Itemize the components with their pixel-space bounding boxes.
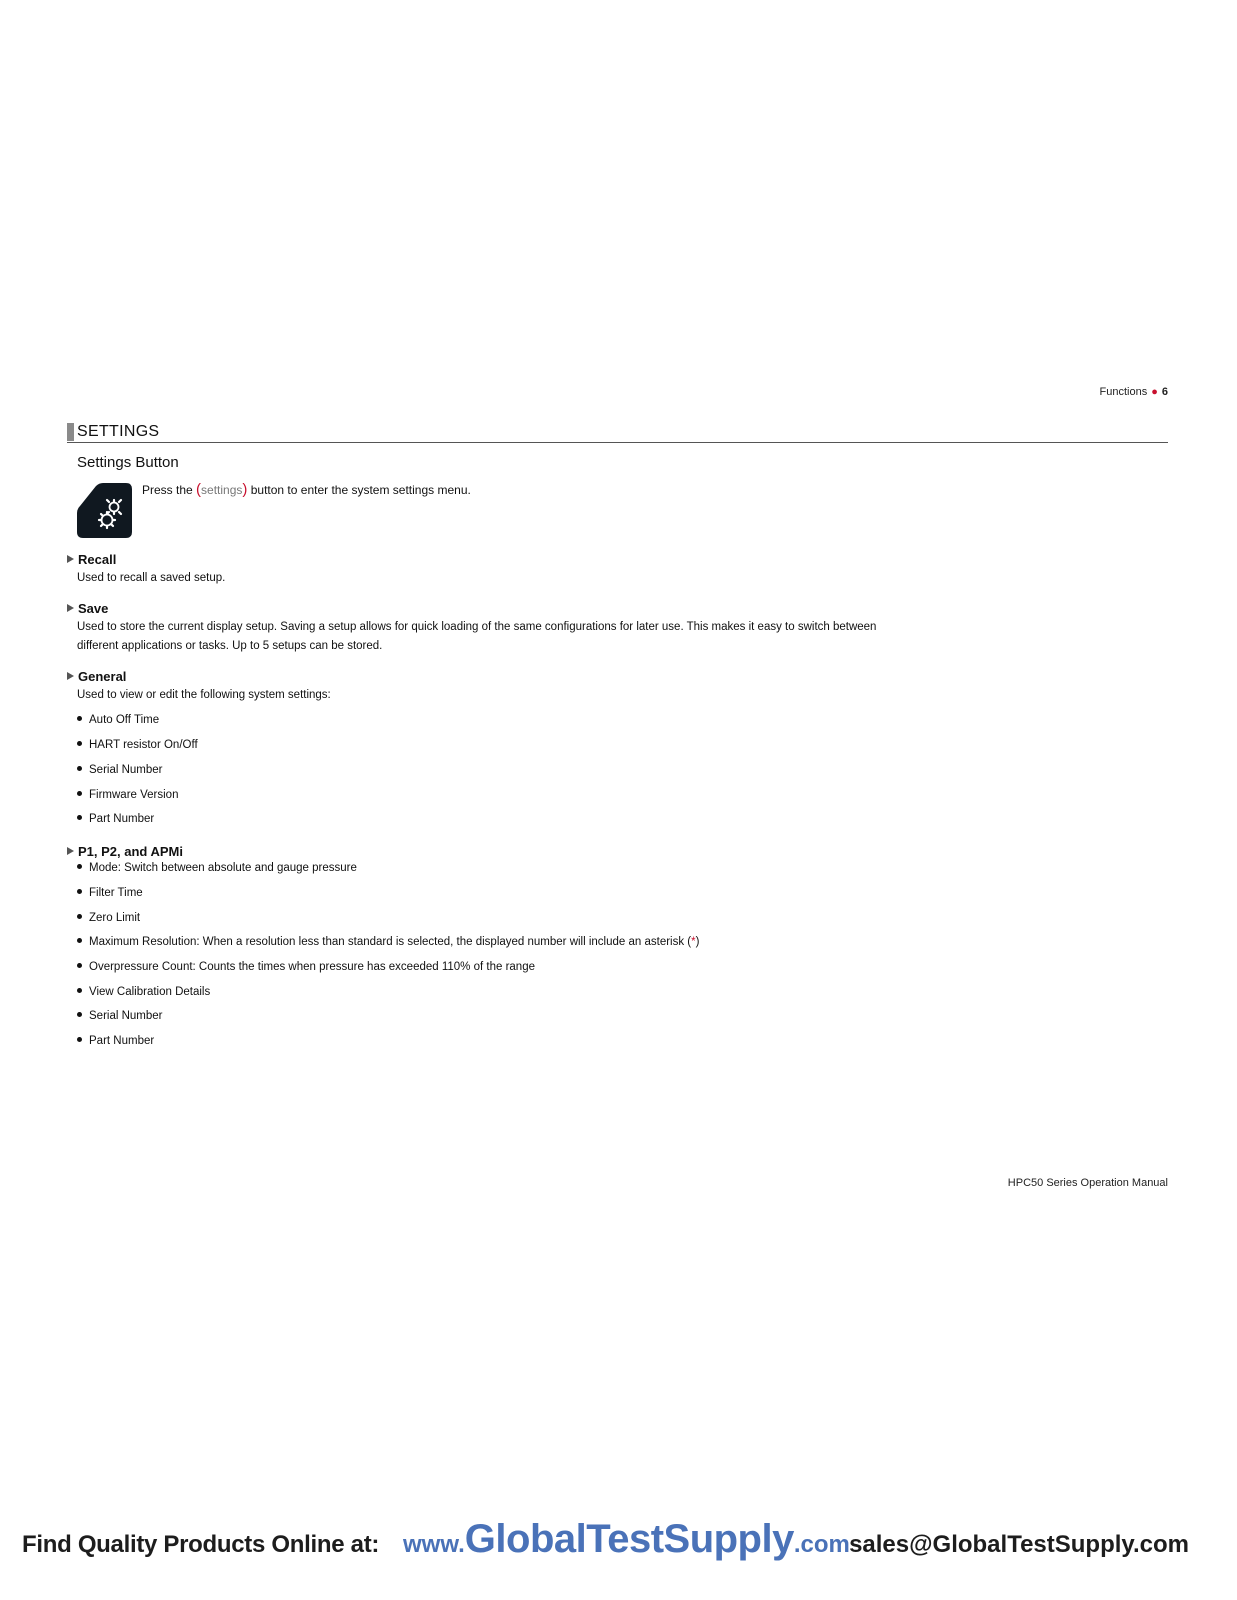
section-title-text: SETTINGS	[77, 423, 160, 440]
website-link[interactable]: www.GlobalTestSupply.com	[403, 1517, 850, 1561]
pressure-title: P1, P2, and APMi	[78, 844, 183, 859]
page-header	[1100, 386, 1168, 398]
pressure-heading	[67, 844, 183, 859]
save-heading	[67, 601, 108, 616]
triangle-right-icon	[67, 555, 74, 563]
settings-instruction	[142, 481, 471, 498]
list-item: Auto Off Time	[77, 714, 159, 726]
recall-heading	[67, 552, 116, 567]
triangle-right-icon	[67, 604, 74, 612]
triangle-right-icon	[67, 672, 74, 680]
list-item: Zero Limit	[77, 912, 140, 924]
general-title: General	[78, 669, 127, 684]
asterisk-mark: *	[691, 936, 696, 948]
list-item: Overpressure Count: Counts the times when pressure has exceeded 110% of the range	[77, 961, 535, 973]
bullet-icon	[77, 864, 82, 869]
bullet-icon	[77, 1012, 82, 1017]
list-item: HART resistor On/Off	[77, 739, 198, 751]
list-item: Part Number	[77, 1035, 154, 1047]
bullet-icon	[77, 988, 82, 993]
bullet-icon	[77, 766, 82, 771]
recall-description: Used to recall a saved setup.	[77, 572, 226, 584]
bullet-icon	[77, 889, 82, 894]
settings-gear-icon	[77, 483, 132, 538]
bullet-icon	[77, 1037, 82, 1042]
bullet-icon	[77, 963, 82, 968]
instruction-text-before: Press the	[142, 483, 197, 497]
sales-email-link[interactable]: sales@GlobalTestSupply.com	[849, 1531, 1189, 1558]
bullet-icon	[77, 938, 82, 943]
list-item: Filter Time	[77, 887, 143, 899]
bullet-dot-icon: ●	[1151, 386, 1158, 398]
list-item: Serial Number	[77, 764, 163, 776]
list-item: Maximum Resolution: When a resolution less than standard is selected, the displayed number will include an asterisk (*)	[77, 936, 699, 948]
general-description: Used to view or edit the following system settings:	[77, 689, 331, 701]
list-item: Mode: Switch between absolute and gauge pressure	[77, 862, 357, 874]
promo-banner	[0, 1515, 1237, 1575]
recall-title: Recall	[78, 552, 117, 567]
section-marker	[67, 423, 74, 441]
save-title: Save	[78, 601, 109, 616]
paren-close: )	[242, 481, 248, 498]
bullet-icon	[77, 791, 82, 796]
settings-keyword: settings	[201, 483, 243, 497]
bullet-icon	[77, 914, 82, 919]
section-title	[67, 423, 1168, 443]
settings-button-heading: Settings Button	[77, 454, 179, 471]
save-description: Used to store the current display setup. Saving a setup allows for quick loading of the same configurations for later use. This makes it easy to switch between different applications or tasks. Up to 5 setups can be stored.	[77, 621, 877, 652]
paren-open: (	[196, 481, 202, 498]
list-item: Firmware Version	[77, 789, 178, 801]
find-products-text: Find Quality Products Online at:	[22, 1531, 380, 1558]
general-heading	[67, 669, 126, 684]
header-section: Functions	[1099, 386, 1148, 398]
list-item: View Calibration Details	[77, 986, 210, 998]
manual-title: HPC50 Series Operation Manual	[1007, 1177, 1168, 1189]
bullet-icon	[77, 741, 82, 746]
bullet-icon	[77, 815, 82, 820]
page-number: 6	[1161, 386, 1168, 398]
bullet-icon	[77, 716, 82, 721]
instruction-text-after: button to enter the system settings menu.	[247, 483, 471, 497]
triangle-right-icon	[67, 847, 74, 855]
list-item: Serial Number	[77, 1010, 163, 1022]
list-item: Part Number	[77, 813, 154, 825]
